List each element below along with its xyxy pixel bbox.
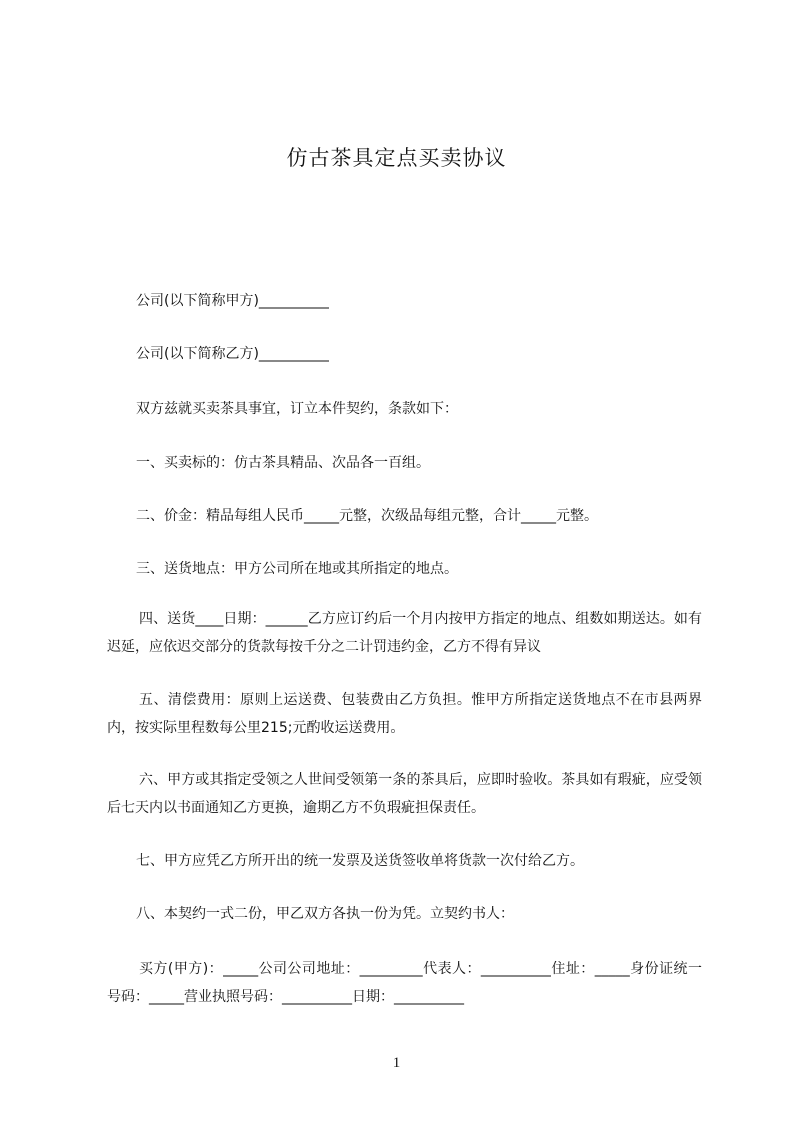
document-title: 仿古茶具定点买卖协议 bbox=[286, 146, 507, 170]
clause-8-copies: 八、本契约一式二份，甲乙双方各执一份为凭。立契约书人： bbox=[136, 906, 514, 922]
page-number: 1 bbox=[392, 1055, 401, 1071]
party-a-line: 公司(以下简称甲方)__________ bbox=[136, 293, 329, 309]
clause-3-delivery-location: 三、送货地点：甲方公司所在地或其所指定的地点。 bbox=[136, 561, 458, 577]
clause-5-costs: 五、清偿费用：原则上运送费、包装费由乙方负担。惟甲方所指定送货地点不在市县两界内，按实际里程数每公里215;元酌收运送费用。 bbox=[107, 692, 702, 736]
clause-6-inspection: 六、甲方或其指定受领之人世间受领第一条的茶具后，应即时验收。茶具如有瑕疵，应受领后七天内以书面通知乙方更换，逾期乙方不负瑕疵担保责任。 bbox=[107, 772, 702, 816]
buyer-signature-block: 买方(甲方)：_____公司公司地址：_________代表人：__________住址：_____身份证统一号码：_____营业执照号码：__________日期：__________ bbox=[107, 961, 702, 1005]
preamble: 双方兹就买卖茶具事宜，订立本件契约，条款如下： bbox=[136, 401, 458, 417]
clause-7-payment: 七、甲方应凭乙方所开出的统一发票及送货签收单将货款一次付给乙方。 bbox=[136, 853, 584, 869]
clause-2-price: 二、价金：精品每组人民币_____元整，次级品每组元整，合计_____元整。 bbox=[136, 508, 598, 524]
party-b-line: 公司(以下简称乙方)__________ bbox=[136, 346, 329, 362]
clause-4-delivery-date: 四、送货____日期：______乙方应订约后一个月内按甲方指定的地点、组数如期送达。如有迟延，应依迟交部分的货款每按千分之二计罚违约金，乙方不得有异议 bbox=[107, 611, 702, 655]
clause-1-subject: 一、买卖标的：仿古茶具精品、次品各一百组。 bbox=[136, 455, 430, 471]
